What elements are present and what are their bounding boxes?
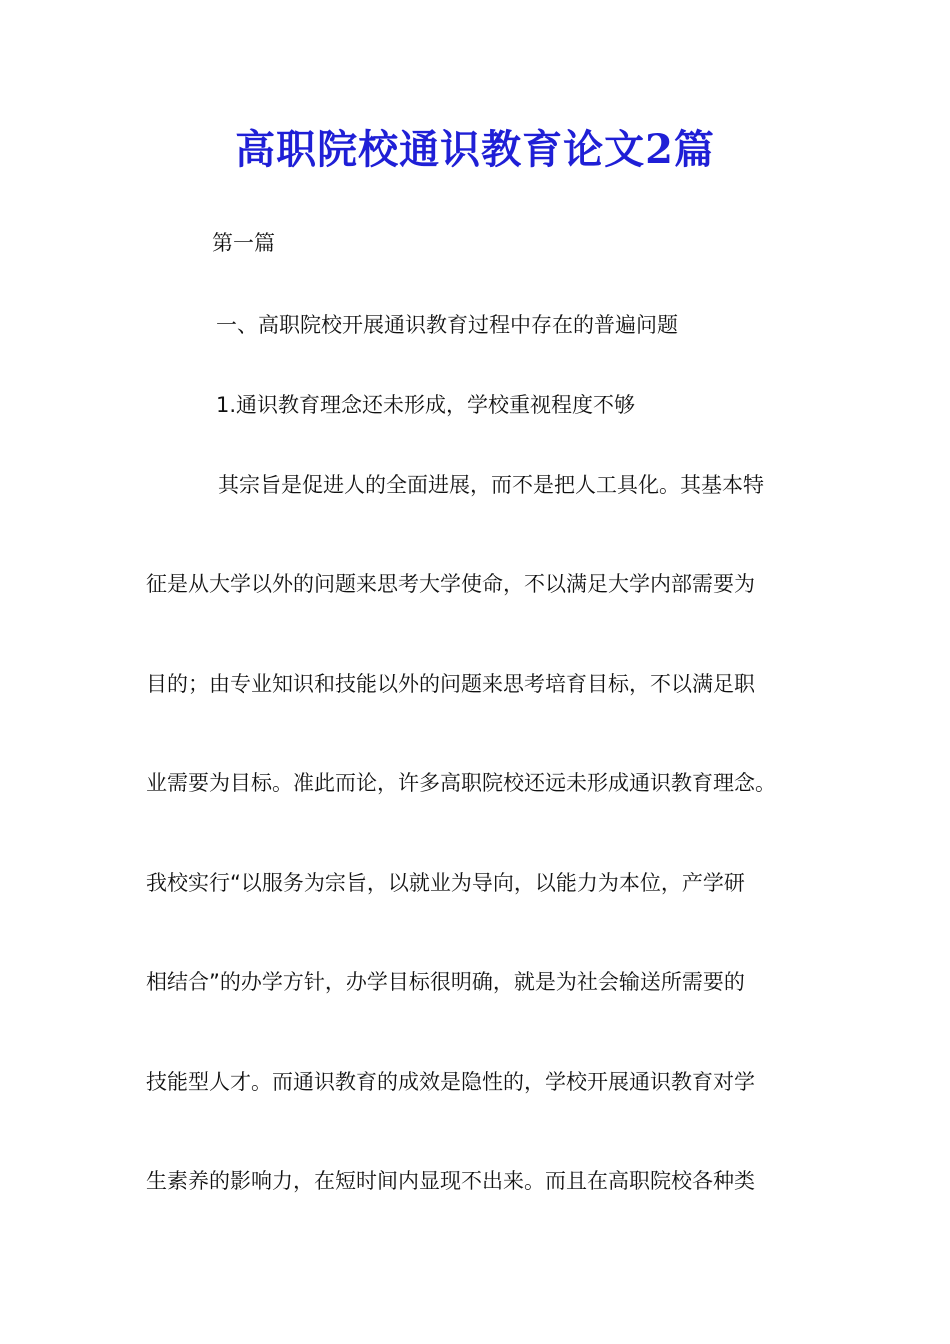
body-line: 其宗旨是促进人的全面进展，而不是把人工具化。其基本特 bbox=[218, 473, 764, 497]
body-line: 目的；由专业知识和技能以外的问题来思考培育目标，不以满足职 bbox=[146, 672, 755, 696]
section-heading: 一、高职院校开展通识教育过程中存在的普遍问题 bbox=[216, 313, 678, 337]
body-line: 我校实行“以服务为宗旨，以就业为导向，以能力为本位，产学研 bbox=[146, 871, 745, 895]
body-line: 技能型人才。而通识教育的成效是隐性的，学校开展通识教育对学 bbox=[146, 1070, 755, 1094]
document-title: 高职院校通识教育论文2篇 bbox=[235, 126, 715, 173]
body-line: 征是从大学以外的问题来思考大学使命，不以满足大学内部需要为 bbox=[146, 572, 755, 596]
part-label: 第一篇 bbox=[212, 231, 275, 255]
body-line: 相结合”的办学方针，办学目标很明确，就是为社会输送所需要的 bbox=[146, 970, 745, 994]
body-line: 生素养的影响力，在短时间内显现不出来。而且在高职院校各种类 bbox=[146, 1169, 755, 1193]
subsection-heading: 1.通识教育理念还未形成，学校重视程度不够 bbox=[216, 393, 636, 417]
body-line: 业需要为目标。准此而论，许多高职院校还远未形成通识教育理念。 bbox=[146, 771, 776, 795]
